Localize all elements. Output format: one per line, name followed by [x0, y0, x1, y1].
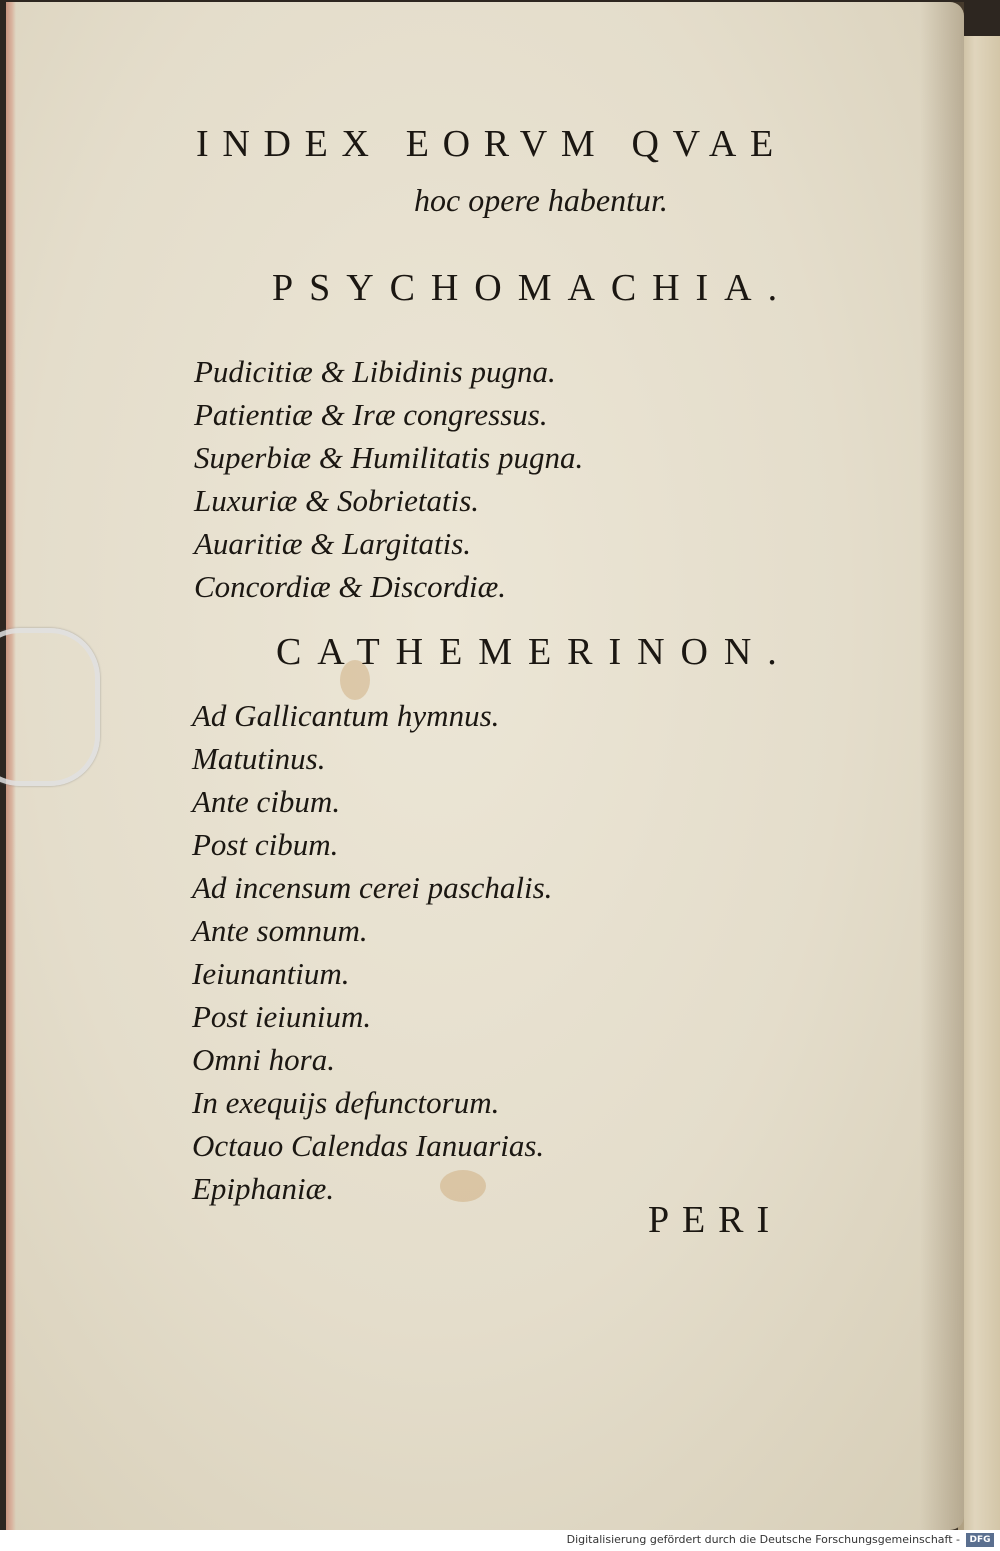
dfg-logo-icon: DFG: [966, 1533, 994, 1547]
list-item: Omni hora.: [192, 1042, 335, 1077]
footer-credit: Digitalisierung gefördert durch die Deutsche Forschungsgemeinschaft -: [566, 1533, 960, 1546]
index-title: INDEX EORVM QVAE: [196, 123, 787, 165]
list-item: Superbiæ & Humilitatis pugna.: [194, 440, 584, 475]
paper-clip: [0, 628, 100, 786]
section-heading-cathemerinon: CATHEMERINON.: [276, 631, 793, 673]
digitization-footer: [0, 1530, 1000, 1551]
list-item: Ieiunantium.: [192, 956, 350, 991]
list-item: Auaritiæ & Largitatis.: [194, 526, 472, 561]
psychomachia-entries: [194, 350, 583, 608]
list-item: Post cibum.: [192, 827, 339, 862]
list-item: Ante cibum.: [192, 784, 341, 819]
list-item: Post ieiunium.: [192, 999, 372, 1034]
list-item: Ad Gallicantum hymnus.: [192, 698, 500, 733]
next-page-edge: [958, 36, 1000, 1530]
list-item: In exequijs defunctorum.: [192, 1085, 500, 1120]
list-item: Concordiæ & Discordiæ.: [194, 569, 507, 604]
index-subtitle: hoc opere habentur.: [414, 182, 668, 218]
list-item: Octauo Calendas Ianuarias.: [192, 1128, 545, 1163]
list-item: Pudicitiæ & Libidinis pugna.: [194, 354, 556, 389]
list-item: Luxuriæ & Sobrietatis.: [194, 483, 480, 518]
catchword: PERI: [648, 1199, 783, 1241]
list-item: Ad incensum cerei paschalis.: [192, 870, 553, 905]
spine-shadow: [920, 2, 964, 1530]
cathemerinon-entries: [192, 694, 552, 1210]
list-item: Patientiæ & Iræ congressus.: [194, 397, 548, 432]
list-item: Epiphaniæ.: [192, 1171, 335, 1206]
list-item: Matutinus.: [192, 741, 326, 776]
section-heading-psychomachia: PSYCHOMACHIA.: [272, 267, 794, 309]
list-item: Ante somnum.: [192, 913, 368, 948]
